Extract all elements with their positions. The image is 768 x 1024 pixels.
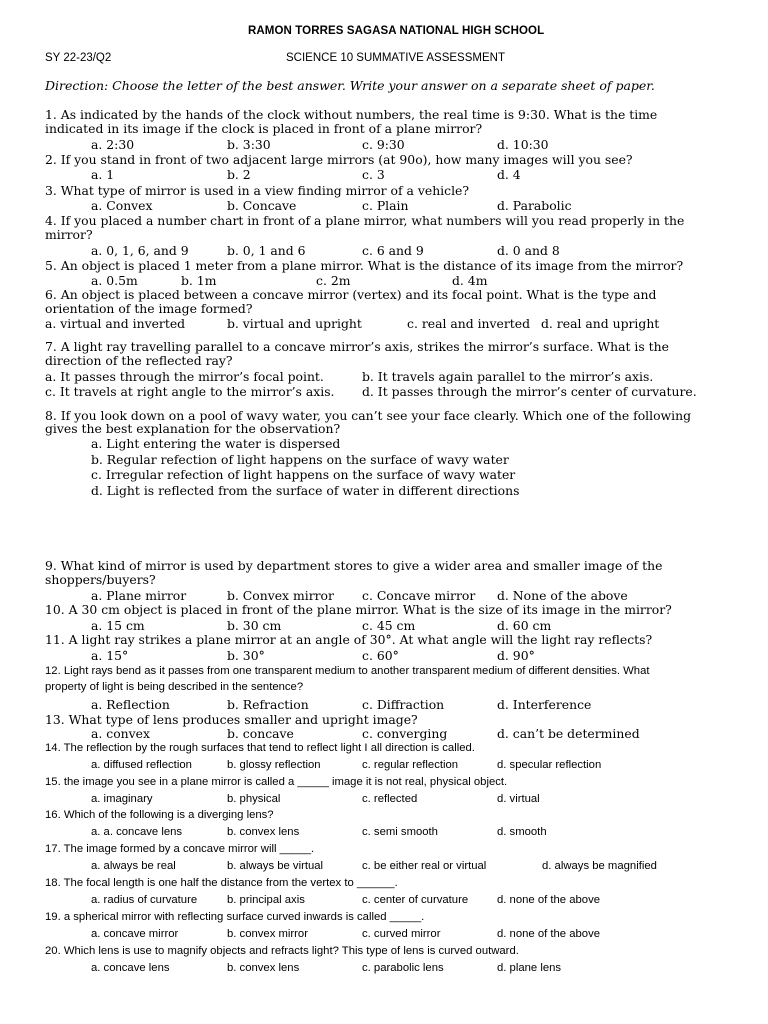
- option-b: b. principal axis: [227, 894, 305, 906]
- option-c: c. Concave mirror: [362, 588, 476, 603]
- option-b: b. always be virtual: [227, 860, 324, 872]
- question-text: gives the best explanation for the observation?: [45, 421, 341, 436]
- option-b: b. concave: [227, 726, 294, 741]
- option-c: c. semi smooth: [362, 826, 438, 838]
- option-b: b. glossy reflection: [227, 759, 321, 771]
- question-text: mirror?: [45, 227, 93, 242]
- option-c: c. 45 cm: [362, 618, 416, 633]
- option-c: c. 3: [362, 167, 385, 182]
- option-a: a. always be real: [91, 860, 176, 872]
- direction-text: Direction: Choose the letter of the best answer. Write your answer on a separate sheet of paper.: [45, 78, 655, 93]
- option-b: b. Convex mirror: [227, 588, 334, 603]
- option-a: a. Plane mirror: [91, 588, 187, 603]
- option-b: b. Refraction: [227, 697, 309, 712]
- option-a: a. diffused reflection: [91, 759, 192, 771]
- option-d: d. Parabolic: [497, 198, 572, 213]
- question-text: 7. A light ray travelling parallel to a concave mirror’s axis, strikes the mirror’s surface. What is the: [45, 339, 669, 354]
- option-d: d. Interference: [497, 697, 592, 712]
- option-b: b. 30°: [227, 648, 265, 663]
- question-text: 19. a spherical mirror with reflecting surface curved inwards is called _____.: [45, 911, 425, 923]
- option-d: d. virtual: [497, 793, 540, 805]
- option-a: a. Convex: [91, 198, 153, 213]
- option-b: b. 30 cm: [227, 618, 282, 633]
- option-d: d. none of the above: [497, 928, 601, 940]
- option-b: b. virtual and upright: [227, 316, 362, 331]
- option-c: c. 60°: [362, 648, 399, 663]
- option-c: c. parabolic lens: [362, 962, 444, 974]
- option-a: a. Reflection: [91, 697, 170, 712]
- option-c: c. 6 and 9: [362, 243, 424, 258]
- option-c: c. regular reflection: [362, 759, 459, 771]
- question-text: 11. A light ray strikes a plane mirror at an angle of 30°. At what angle will the light ray reflects?: [45, 632, 653, 647]
- question-text: 10. A 30 cm object is placed in front of the plane mirror. What is the size of its image in the mirror?: [45, 602, 672, 617]
- option-c: c. curved mirror: [362, 928, 441, 940]
- option-d: d. 0 and 8: [497, 243, 560, 258]
- question-text: property of light is being described in the sentence?: [45, 681, 304, 693]
- option-b: b. 3:30: [227, 137, 271, 152]
- question-text: 6. An object is placed between a concave mirror (vertex) and its focal point. What is the type and: [45, 287, 657, 302]
- option-d: d. 60 cm: [497, 618, 552, 633]
- question-text: 16. Which of the following is a diverging lens?: [45, 809, 274, 821]
- option-b: b. Concave: [227, 198, 297, 213]
- option-a: a. 15°: [91, 648, 129, 663]
- option-d: d. can’t be determined: [497, 726, 640, 741]
- option-a: a. concave lens: [91, 962, 170, 974]
- question-text: 3. What type of mirror is used in a view finding mirror of a vehicle?: [45, 183, 470, 198]
- school-name: RAMON TORRES SAGASA NATIONAL HIGH SCHOOL: [248, 25, 545, 37]
- option-c: c. 2m: [316, 273, 351, 288]
- option-a: a. radius of curvature: [91, 894, 198, 906]
- question-text: 12. Light rays bend as it passes from one transparent medium to another transparent medium of different densities. What: [45, 665, 650, 677]
- option-b: b. convex lens: [227, 826, 300, 838]
- option-c: c. reflected: [362, 793, 418, 805]
- option-b: b. 0, 1 and 6: [227, 243, 306, 258]
- option-d: d. specular reflection: [497, 759, 602, 771]
- question-text: orientation of the image formed?: [45, 301, 253, 316]
- option-c: c. Irregular refection of light happens on the surface of wavy water: [91, 467, 516, 482]
- option-c: c. It travels at right angle to the mirror’s axis.: [45, 384, 335, 399]
- option-d: d. 90°: [497, 648, 535, 663]
- option-a: a. 0.5m: [91, 273, 138, 288]
- option-b: b. It travels again parallel to the mirror’s axis.: [362, 369, 654, 384]
- option-b: b. convex mirror: [227, 928, 308, 940]
- option-b: b. 1m: [181, 273, 217, 288]
- question-text: 14. The reflection by the rough surfaces that tend to reflect light I all direction is called.: [45, 742, 475, 754]
- option-c: c. Diffraction: [362, 697, 445, 712]
- question-text: 5. An object is placed 1 meter from a plane mirror. What is the distance of its image from the mirror?: [45, 258, 684, 273]
- question-text: 18. The focal length is one half the distance from the vertex to ______.: [45, 877, 398, 889]
- assessment-title: SCIENCE 10 SUMMATIVE ASSESSMENT: [286, 52, 505, 64]
- option-b: b. 2: [227, 167, 251, 182]
- option-d: d. Light is reflected from the surface of water in different directions: [91, 483, 520, 498]
- option-d: d. always be magnified: [542, 860, 657, 872]
- option-a: a. It passes through the mirror’s focal point.: [45, 369, 324, 384]
- option-d: d. None of the above: [497, 588, 628, 603]
- question-text: 2. If you stand in front of two adjacent large mirrors (at 90o), how many images will you see?: [45, 152, 633, 167]
- question-text: shoppers/buyers?: [45, 572, 156, 587]
- option-c: c. Plain: [362, 198, 409, 213]
- question-text: 17. The image formed by a concave mirror will _____.: [45, 843, 315, 855]
- option-a: a. Light entering the water is dispersed: [91, 436, 341, 451]
- option-c: c. be either real or virtual: [362, 860, 487, 872]
- option-b: b. convex lens: [227, 962, 300, 974]
- school-year: SY 22-23/Q2: [45, 52, 112, 64]
- option-d: d. none of the above: [497, 894, 601, 906]
- question-text: 15. the image you see in a plane mirror is called a _____ image it is not real, physical object.: [45, 776, 508, 788]
- option-d: d. It passes through the mirror’s center of curvature.: [362, 384, 697, 399]
- option-a: a. convex: [91, 726, 150, 741]
- option-d: d. smooth: [497, 826, 547, 838]
- question-text: 8. If you look down on a pool of wavy water, you can’t see your face clearly. Which one of the following: [45, 408, 692, 423]
- question-text: 4. If you placed a number chart in front of a plane mirror, what numbers will you read properly in the: [45, 213, 685, 228]
- option-a: a. 0, 1, 6, and 9: [91, 243, 189, 258]
- question-text: direction of the reflected ray?: [45, 353, 233, 368]
- option-a: a. concave mirror: [91, 928, 179, 940]
- question-text: indicated in its image if the clock is placed in front of a plane mirror?: [45, 121, 483, 136]
- option-d: d. 4: [497, 167, 521, 182]
- option-c: c. center of curvature: [362, 894, 469, 906]
- option-d: d. 10:30: [497, 137, 549, 152]
- option-a: a. 2:30: [91, 137, 135, 152]
- option-d: d. plane lens: [497, 962, 562, 974]
- question-text: 13. What type of lens produces smaller and upright image?: [45, 712, 418, 727]
- question-text: 9. What kind of mirror is used by department stores to give a wider area and smaller image of the: [45, 558, 663, 573]
- option-a: a. 15 cm: [91, 618, 145, 633]
- option-d: d. 4m: [452, 273, 488, 288]
- question-text: 1. As indicated by the hands of the clock without numbers, the real time is 9:30. What is the time: [45, 107, 658, 122]
- question-text: 20. Which lens is use to magnify objects and refracts light? This type of lens is curved outward.: [45, 945, 519, 957]
- option-c: c. converging: [362, 726, 448, 741]
- option-a: a. a. concave lens: [91, 826, 183, 838]
- option-c: c. real and inverted: [407, 316, 531, 331]
- option-c: c. 9:30: [362, 137, 405, 152]
- option-d: d. real and upright: [541, 316, 660, 331]
- option-b: b. physical: [227, 793, 281, 805]
- option-a: a. virtual and inverted: [45, 316, 186, 331]
- option-a: a. 1: [91, 167, 115, 182]
- option-b: b. Regular refection of light happens on the surface of wavy water: [91, 452, 509, 467]
- option-a: a. imaginary: [91, 793, 153, 805]
